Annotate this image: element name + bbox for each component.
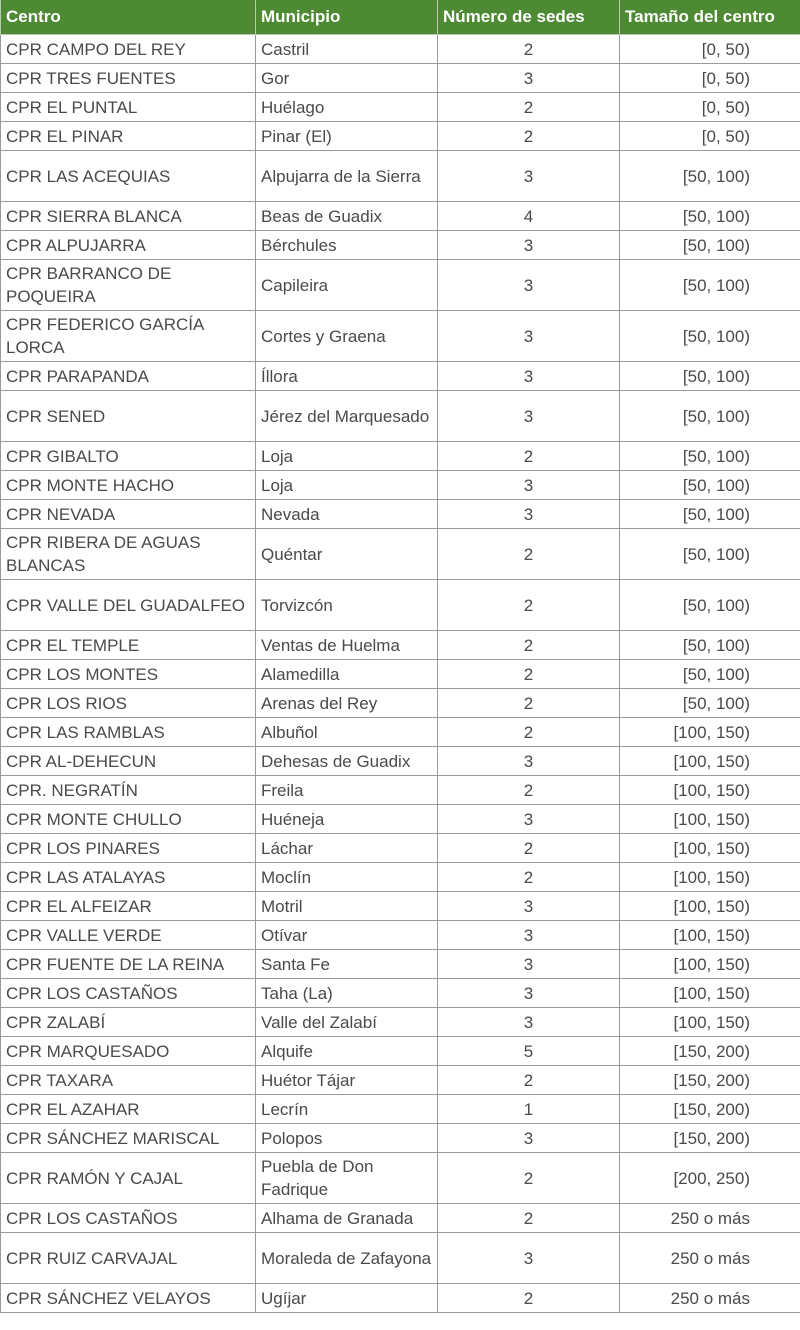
cell-municipio: Castril — [256, 35, 438, 64]
cell-centro: CPR EL AZAHAR — [1, 1095, 256, 1124]
cell-numero-sedes: 2 — [438, 442, 620, 471]
cell-municipio: Arenas del Rey — [256, 689, 438, 718]
cell-numero-sedes: 3 — [438, 231, 620, 260]
cell-centro: CPR EL PINAR — [1, 122, 256, 151]
table-row — [1, 1066, 800, 1095]
cell-centro: CPR MONTE HACHO — [1, 471, 256, 500]
cell-numero-sedes: 2 — [438, 93, 620, 122]
table-row — [1, 231, 800, 260]
cell-centro: CPR. NEGRATÍN — [1, 776, 256, 805]
cell-municipio: Dehesas de Guadix — [256, 747, 438, 776]
cell-municipio: Torvizcón — [256, 580, 438, 631]
cell-centro: CPR MONTE CHULLO — [1, 805, 256, 834]
cell-municipio: Jérez del Marquesado — [256, 391, 438, 442]
table-row — [1, 921, 800, 950]
table-row — [1, 950, 800, 979]
cell-municipio: Moraleda de Zafayona — [256, 1233, 438, 1284]
table-row — [1, 1153, 800, 1204]
cell-centro: CPR NEVADA — [1, 500, 256, 529]
cell-centro: CPR RUIZ CARVAJAL — [1, 1233, 256, 1284]
table-row — [1, 311, 800, 362]
cell-tamano-centro: [50, 100) — [620, 362, 800, 391]
cell-municipio: Otívar — [256, 921, 438, 950]
cell-municipio: Alamedilla — [256, 660, 438, 689]
cell-numero-sedes: 3 — [438, 260, 620, 311]
cell-tamano-centro: [0, 50) — [620, 93, 800, 122]
cell-numero-sedes: 5 — [438, 1037, 620, 1066]
cell-municipio: Polopos — [256, 1124, 438, 1153]
cell-numero-sedes: 2 — [438, 834, 620, 863]
cell-tamano-centro: [50, 100) — [620, 311, 800, 362]
cell-tamano-centro: [50, 100) — [620, 231, 800, 260]
cell-centro: CPR EL TEMPLE — [1, 631, 256, 660]
cell-centro: CPR VALLE VERDE — [1, 921, 256, 950]
table-row — [1, 580, 800, 631]
cell-centro: CPR RAMÓN Y CAJAL — [1, 1153, 256, 1204]
table-row — [1, 863, 800, 892]
table-row — [1, 631, 800, 660]
cell-tamano-centro: [50, 100) — [620, 580, 800, 631]
cell-centro: CPR MARQUESADO — [1, 1037, 256, 1066]
cell-municipio: Pinar (El) — [256, 122, 438, 151]
cell-numero-sedes: 2 — [438, 863, 620, 892]
cell-numero-sedes: 4 — [438, 202, 620, 231]
cell-municipio: Huéneja — [256, 805, 438, 834]
table-row — [1, 471, 800, 500]
cell-numero-sedes: 3 — [438, 1233, 620, 1284]
cell-centro: CPR CAMPO DEL REY — [1, 35, 256, 64]
cell-municipio: Íllora — [256, 362, 438, 391]
cell-tamano-centro: [100, 150) — [620, 834, 800, 863]
cell-centro: CPR SÁNCHEZ MARISCAL — [1, 1124, 256, 1153]
cell-numero-sedes: 3 — [438, 1124, 620, 1153]
cell-tamano-centro: [50, 100) — [620, 391, 800, 442]
cell-tamano-centro: [100, 150) — [620, 718, 800, 747]
cell-municipio: Huélago — [256, 93, 438, 122]
table-row — [1, 151, 800, 202]
table-row — [1, 979, 800, 1008]
cell-centro: CPR TAXARA — [1, 1066, 256, 1095]
cell-municipio: Ugíjar — [256, 1284, 438, 1313]
cell-tamano-centro: [50, 100) — [620, 260, 800, 311]
cell-centro: CPR BARRANCO DE POQUEIRA — [1, 260, 256, 311]
cell-tamano-centro: [0, 50) — [620, 64, 800, 93]
cell-tamano-centro: [100, 150) — [620, 950, 800, 979]
cell-tamano-centro: [50, 100) — [620, 202, 800, 231]
table-row — [1, 834, 800, 863]
cell-numero-sedes: 3 — [438, 391, 620, 442]
cell-centro: CPR FEDERICO GARCÍA LORCA — [1, 311, 256, 362]
cell-centro: CPR LOS PINARES — [1, 834, 256, 863]
cell-numero-sedes: 3 — [438, 362, 620, 391]
table-row — [1, 362, 800, 391]
cell-municipio: Motril — [256, 892, 438, 921]
cell-tamano-centro: [50, 100) — [620, 442, 800, 471]
cell-numero-sedes: 2 — [438, 660, 620, 689]
cell-numero-sedes: 2 — [438, 580, 620, 631]
table-row — [1, 718, 800, 747]
cell-centro: CPR LOS CASTAÑOS — [1, 979, 256, 1008]
table-row — [1, 122, 800, 151]
table-row — [1, 35, 800, 64]
cell-numero-sedes: 2 — [438, 529, 620, 580]
cell-tamano-centro: [150, 200) — [620, 1066, 800, 1095]
cell-tamano-centro: [150, 200) — [620, 1095, 800, 1124]
table-row — [1, 260, 800, 311]
header-tamano-centro: Tamaño del centro — [620, 0, 800, 35]
cell-centro: CPR LOS CASTAÑOS — [1, 1204, 256, 1233]
cell-numero-sedes: 2 — [438, 689, 620, 718]
cell-municipio: Freila — [256, 776, 438, 805]
cell-centro: CPR VALLE DEL GUADALFEO — [1, 580, 256, 631]
cell-centro: CPR LOS RIOS — [1, 689, 256, 718]
cell-numero-sedes: 3 — [438, 151, 620, 202]
cell-municipio: Beas de Guadix — [256, 202, 438, 231]
cell-numero-sedes: 3 — [438, 805, 620, 834]
cell-tamano-centro: [0, 50) — [620, 35, 800, 64]
cell-municipio: Valle del Zalabí — [256, 1008, 438, 1037]
table-row — [1, 529, 800, 580]
header-numero-sedes: Número de sedes — [438, 0, 620, 35]
table-row — [1, 1124, 800, 1153]
cell-municipio: Loja — [256, 442, 438, 471]
cell-municipio: Huétor Tájar — [256, 1066, 438, 1095]
cell-tamano-centro: [50, 100) — [620, 529, 800, 580]
cell-municipio: Moclín — [256, 863, 438, 892]
cell-tamano-centro: [50, 100) — [620, 689, 800, 718]
cell-tamano-centro: [0, 50) — [620, 122, 800, 151]
cell-municipio: Santa Fe — [256, 950, 438, 979]
cell-tamano-centro: [100, 150) — [620, 776, 800, 805]
cell-numero-sedes: 2 — [438, 122, 620, 151]
cell-tamano-centro: [150, 200) — [620, 1124, 800, 1153]
cell-centro: CPR ZALABÍ — [1, 1008, 256, 1037]
cell-tamano-centro: [100, 150) — [620, 747, 800, 776]
cell-tamano-centro: [50, 100) — [620, 660, 800, 689]
cell-municipio: Loja — [256, 471, 438, 500]
table-row — [1, 1233, 800, 1284]
cell-numero-sedes: 2 — [438, 1204, 620, 1233]
cell-tamano-centro: [100, 150) — [620, 979, 800, 1008]
header-municipio: Municipio — [256, 0, 438, 35]
cell-numero-sedes: 3 — [438, 950, 620, 979]
cell-centro: CPR SÁNCHEZ VELAYOS — [1, 1284, 256, 1313]
table-row — [1, 660, 800, 689]
table-row — [1, 689, 800, 718]
cell-numero-sedes: 3 — [438, 747, 620, 776]
cell-centro: CPR EL PUNTAL — [1, 93, 256, 122]
cell-tamano-centro: [50, 100) — [620, 500, 800, 529]
table-row — [1, 1037, 800, 1066]
cell-numero-sedes: 2 — [438, 631, 620, 660]
cell-municipio: Gor — [256, 64, 438, 93]
cell-numero-sedes: 2 — [438, 1066, 620, 1095]
cell-numero-sedes: 1 — [438, 1095, 620, 1124]
table-header — [1, 0, 800, 35]
table-row — [1, 391, 800, 442]
header-row — [1, 0, 800, 35]
cell-numero-sedes: 3 — [438, 979, 620, 1008]
cell-centro: CPR AL-DEHECUN — [1, 747, 256, 776]
cell-numero-sedes: 3 — [438, 1008, 620, 1037]
cell-numero-sedes: 3 — [438, 500, 620, 529]
cell-centro: CPR LAS ATALAYAS — [1, 863, 256, 892]
cell-tamano-centro: [100, 150) — [620, 1008, 800, 1037]
cell-tamano-centro: [50, 100) — [620, 471, 800, 500]
cell-tamano-centro: [50, 100) — [620, 151, 800, 202]
table-row — [1, 1284, 800, 1313]
cell-centro: CPR SENED — [1, 391, 256, 442]
cell-centro: CPR ALPUJARRA — [1, 231, 256, 260]
cell-tamano-centro: [200, 250) — [620, 1153, 800, 1204]
cell-numero-sedes: 2 — [438, 1284, 620, 1313]
cell-tamano-centro: 250 o más — [620, 1204, 800, 1233]
cell-municipio: Ventas de Huelma — [256, 631, 438, 660]
cell-centro: CPR RIBERA DE AGUAS BLANCAS — [1, 529, 256, 580]
table-row — [1, 747, 800, 776]
cell-municipio: Bérchules — [256, 231, 438, 260]
cell-tamano-centro: [100, 150) — [620, 892, 800, 921]
cell-numero-sedes: 3 — [438, 471, 620, 500]
table-row — [1, 892, 800, 921]
cell-centro: CPR SIERRA BLANCA — [1, 202, 256, 231]
cell-centro: CPR GIBALTO — [1, 442, 256, 471]
cell-municipio: Alquife — [256, 1037, 438, 1066]
cell-municipio: Puebla de Don Fadrique — [256, 1153, 438, 1204]
cell-centro: CPR LAS ACEQUIAS — [1, 151, 256, 202]
cell-tamano-centro: 250 o más — [620, 1284, 800, 1313]
table-row — [1, 202, 800, 231]
cell-tamano-centro: [150, 200) — [620, 1037, 800, 1066]
cell-centro: CPR EL ALFEIZAR — [1, 892, 256, 921]
cell-municipio: Láchar — [256, 834, 438, 863]
cell-centro: CPR FUENTE DE LA REINA — [1, 950, 256, 979]
table-row — [1, 1008, 800, 1037]
cell-numero-sedes: 3 — [438, 921, 620, 950]
cell-municipio: Quéntar — [256, 529, 438, 580]
cell-municipio: Lecrín — [256, 1095, 438, 1124]
cell-tamano-centro: [100, 150) — [620, 863, 800, 892]
cell-municipio: Nevada — [256, 500, 438, 529]
cell-tamano-centro: 250 o más — [620, 1233, 800, 1284]
table-row — [1, 776, 800, 805]
table-row — [1, 805, 800, 834]
cell-centro: CPR TRES FUENTES — [1, 64, 256, 93]
cell-tamano-centro: [50, 100) — [620, 631, 800, 660]
cell-municipio: Alpujarra de la Sierra — [256, 151, 438, 202]
cell-municipio: Capileira — [256, 260, 438, 311]
cell-numero-sedes: 2 — [438, 1153, 620, 1204]
cell-centro: CPR PARAPANDA — [1, 362, 256, 391]
cell-numero-sedes: 2 — [438, 35, 620, 64]
cell-municipio: Taha (La) — [256, 979, 438, 1008]
table-row — [1, 500, 800, 529]
cell-centro: CPR LOS MONTES — [1, 660, 256, 689]
cell-numero-sedes: 3 — [438, 64, 620, 93]
cell-municipio: Albuñol — [256, 718, 438, 747]
table-row — [1, 1095, 800, 1124]
cell-municipio: Alhama de Granada — [256, 1204, 438, 1233]
table-row — [1, 1204, 800, 1233]
cell-numero-sedes: 3 — [438, 892, 620, 921]
table-row — [1, 442, 800, 471]
table-body — [1, 35, 800, 1313]
table-row — [1, 93, 800, 122]
cell-numero-sedes: 2 — [438, 718, 620, 747]
cell-numero-sedes: 2 — [438, 776, 620, 805]
cell-tamano-centro: [100, 150) — [620, 805, 800, 834]
cell-municipio: Cortes y Graena — [256, 311, 438, 362]
cell-numero-sedes: 3 — [438, 311, 620, 362]
table-row — [1, 64, 800, 93]
cell-tamano-centro: [100, 150) — [620, 921, 800, 950]
header-centro: Centro — [1, 0, 256, 35]
cell-centro: CPR LAS RAMBLAS — [1, 718, 256, 747]
